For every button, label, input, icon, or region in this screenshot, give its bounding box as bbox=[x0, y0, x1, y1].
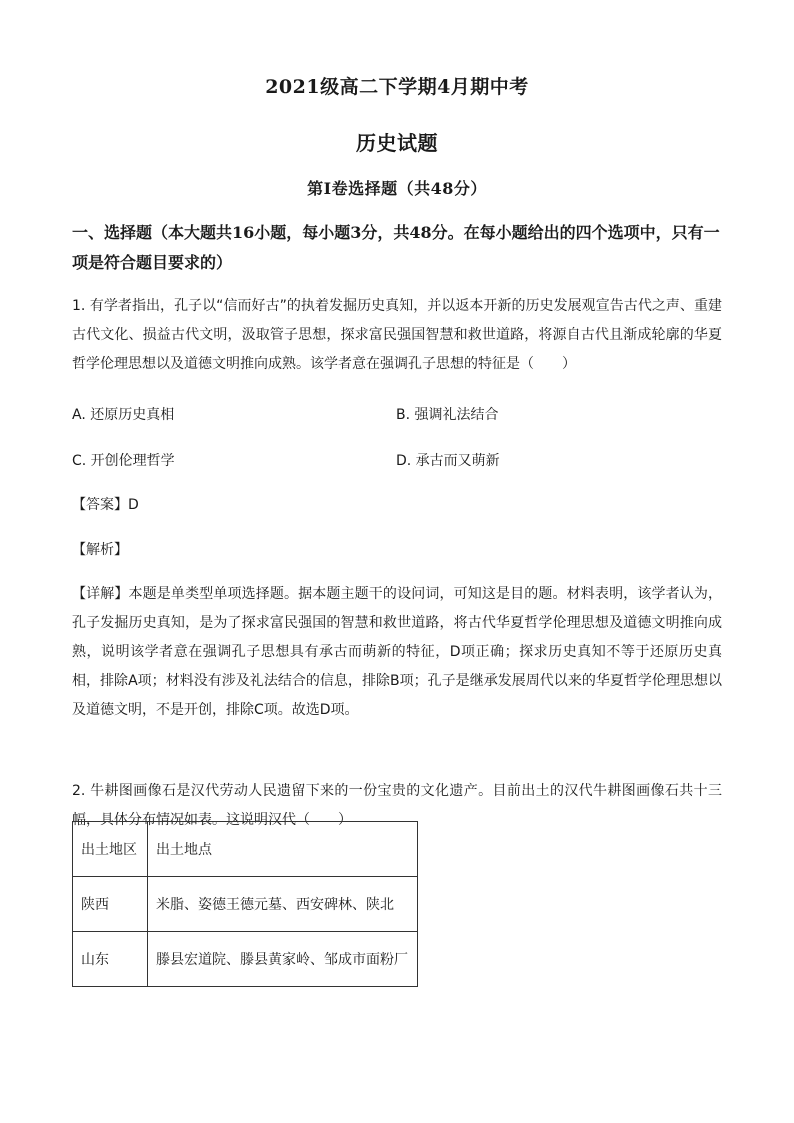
option-d: D. 承古而又萌新 bbox=[396, 453, 500, 469]
answer-label: 【答案】D bbox=[72, 497, 139, 513]
exam-title: 2021级高二下学期4月期中考 bbox=[265, 76, 529, 98]
question-2-stem: 2. 牛耕图画像石是汉代劳动人民遗留下来的一份宝贵的文化遗产。目前出土的汉代牛耕图画像石共十三幅，具体分布情况如表。这说明汉代（ ） bbox=[72, 783, 722, 828]
volume-heading: 第I卷选择题（共48分） bbox=[307, 179, 487, 198]
table-cell: 米脂、姿德王德元墓、西安碑林、陕北 bbox=[148, 877, 418, 932]
table-cell: 山东 bbox=[73, 932, 148, 987]
table-cell: 滕县宏道院、滕县黄家岭、邹成市面粉厂 bbox=[148, 932, 418, 987]
table-row bbox=[73, 932, 418, 987]
detail-explanation: 【详解】本题是单类型单项选择题。据本题主题干的设问词，可知这是目的题。材料表明，该学者认为，孔子发掘历史真知，是为了探求富民强国的智慧和救世道路，将古代华夏哲学伦理思想及道德文明推向成熟，说明该学者意在强调孔子思想具有承古而萌新的特征，D项正确；探求历史真知不等于还原历史真相，排除A项；材料没有涉及礼法结合的信息，排除B项；孔子是继承发展周代以来的华夏哲学伦理思想以及道德文明，不是开创，排除C项。故选D项。 bbox=[72, 586, 722, 718]
table-cell: 陕西 bbox=[73, 877, 148, 932]
question-1-stem: 1. 有学者指出，孔子以“信而好古”的执着发掘历史真知，并以返本开新的历史发展观宣告古代之声、重建古代文化、损益古代文明，汲取管子思想，探求富民强国智慧和救世道路，将源自古代且渐成轮廓的华夏哲学伦理思想以及道德文明推向成熟。该学者意在强调孔子思想的特征是（ ） bbox=[72, 298, 722, 372]
option-c: C. 开创伦理哲学 bbox=[72, 453, 175, 469]
analysis-label: 【解析】 bbox=[72, 542, 128, 558]
option-b: B. 强调礼法结合 bbox=[396, 407, 499, 423]
table-header-cell: 出土地点 bbox=[148, 822, 418, 877]
table-header-cell: 出土地区 bbox=[73, 822, 148, 877]
option-a: A. 还原历史真相 bbox=[72, 407, 175, 423]
subject-title: 历史试题 bbox=[356, 131, 438, 155]
table-row bbox=[73, 877, 418, 932]
distribution-table bbox=[72, 821, 418, 987]
section-heading: 一、选择题（本大题共16小题，每小题3分，共48分。在每小题给出的四个选项中，只有一项是符合题目要求的） bbox=[72, 223, 720, 272]
table-header-row bbox=[73, 822, 418, 877]
